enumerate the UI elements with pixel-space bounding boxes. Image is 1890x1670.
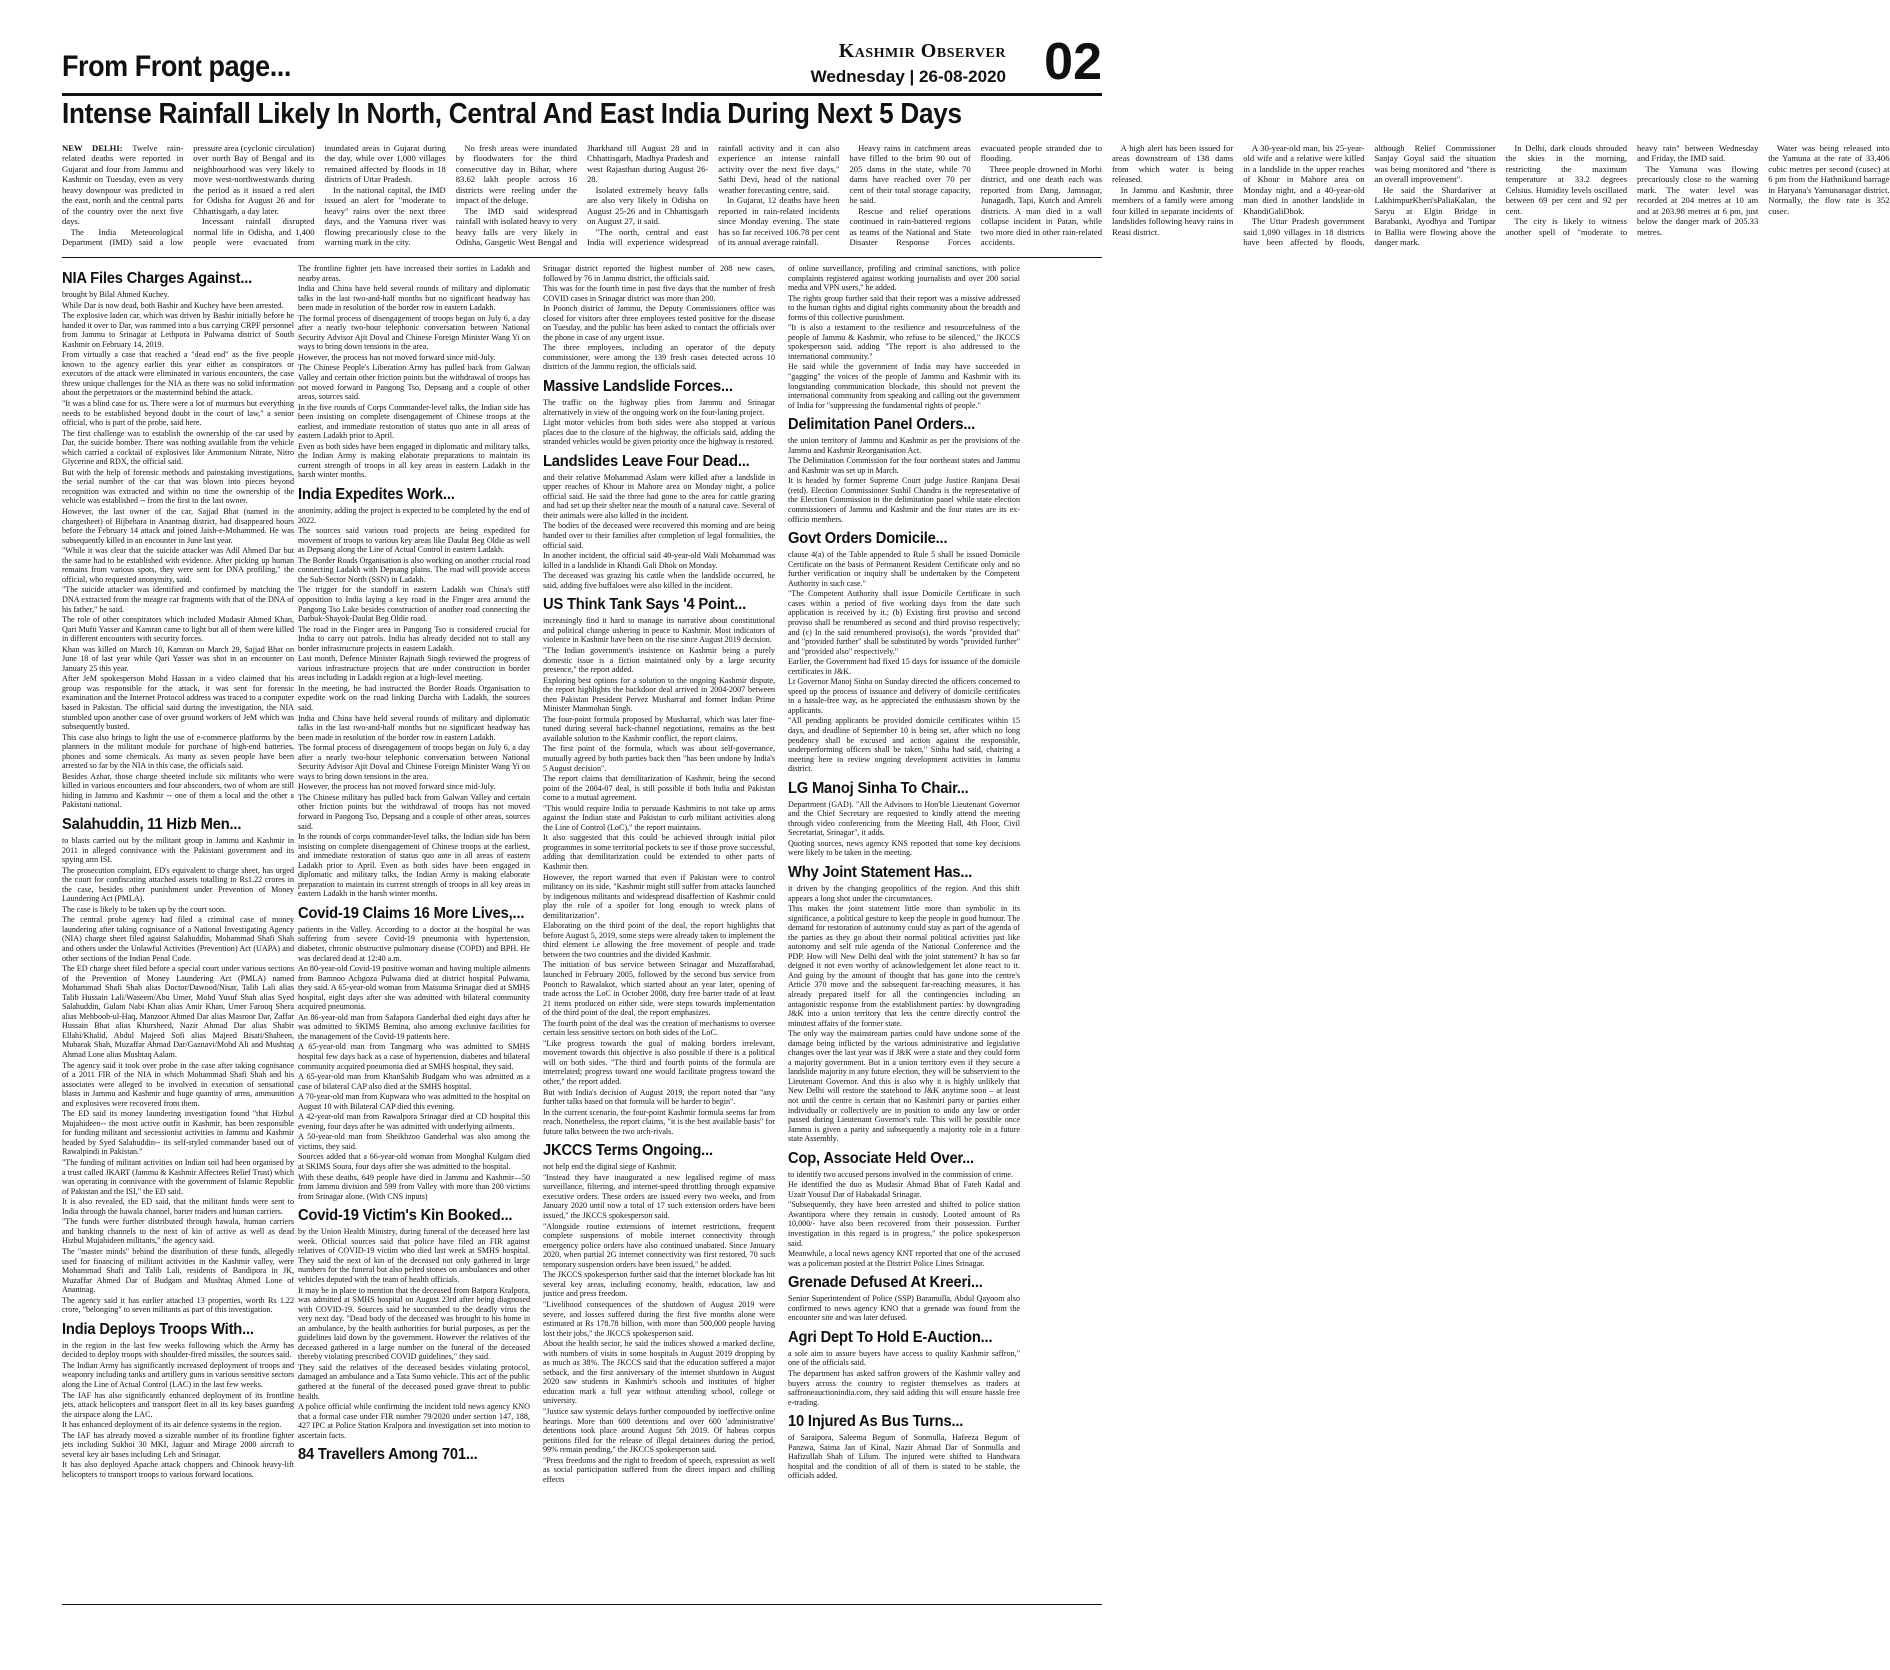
article xyxy=(788,1273,1020,1323)
lead-paragraph: A high alert has been issued for areas downstream of 138 dams from which water is being released. xyxy=(1112,143,1234,185)
article-paragraph: The Indian Army has significantly increased deployment of troops and weaponry including tanks and artillery guns in various sensitive sectors along the Line of Actual Control (LAC) in the last few weeks. xyxy=(62,1360,294,1389)
article-headline: JKCCS Terms Ongoing... xyxy=(543,1142,713,1160)
article-paragraph: clause 4(a) of the Table appended to Rule 5 shall be issued Domicile Certificate on the basis of Permanent Resident Certificate only and no further verification or inquiry shall be undertaken by the Competent Authority in such case." xyxy=(788,550,1020,588)
article-paragraph: increasingly find it hard to manage its narrative about constitutional and political change ushering in peace to Kashmir. Most indicators of violence in Kashmir have been on the rise since August 2019 decision. xyxy=(543,616,775,645)
article-paragraph: In another incident, the official said 40-year-old Wali Mohammad was killed in a landslide in Khandi Gali Dhok on Monday. xyxy=(543,551,775,570)
article-paragraph: However, the report warned that even if Pakistan were to control militancy on its side, "Kashmir might still suffer from attacks launched by indigenous militants and widespread disaffection of Kashmir could play the role of a spoiler for long enough to wreck plans of demilitarization". xyxy=(543,872,775,920)
article-paragraph: A 65-year-old man from KhanSahib Budgam who was admitted as a case of bilateral CAP also died at the SMHS hospital. xyxy=(298,1072,530,1091)
article-paragraph: The rights group further said that their report was a missive addressed to the human rights and digital rights community about the breadth and forms of this collective punishment. xyxy=(788,293,1020,322)
article-paragraph: The trigger for the standoff in eastern Ladakh was China's stiff opposition to India laying a key road in the Finger area around the Pangong Tso Lake besides construction of another road connecting the Darbuk-Shayok-Daulat Beg Oldie road. xyxy=(298,585,530,624)
article xyxy=(298,264,530,480)
article-paragraph: In the meeting, he had instructed the Border Roads Organisation to expedite work on the road linking Darcha with Ladakh, the sources said. xyxy=(298,683,530,712)
article-paragraph: The central probe agency had filed a criminal case of money laundering after taking cognisance of a National Investigating Agency (NIA) charge sheet filed against Salahuddin, Mohammad Shafi Shah and others under the Unlawful Activities (Prevention) Act (UAPA) and other sections of the Indian Penal Code. xyxy=(62,915,294,963)
article-paragraph: The bodies of the deceased were recovered this morning and are being handed over to their families after completion of legal formalities, the official said. xyxy=(543,521,775,550)
article-paragraph: "While it was clear that the suicide attacker was Adil Ahmed Dar but the same had to be established with evidence. After picking up human remains from various spots, they were sent for DNA profiling," the official, who requested anonymity, said. xyxy=(62,546,294,584)
article-headline: India Deploys Troops With... xyxy=(62,1320,254,1338)
lead-paragraph: Incessant rainfall disrupted normal life in Odisha, and 1,400 people were evacuated from inundated areas in Gujarat during the day, while over 1,000 villages remained affected by floods in 18 districts of Uttar Pradesh. xyxy=(193,143,446,248)
article-paragraph: Khan was killed on March 10, Kamran on March 29, Sajjad Bhat on June 18 of last year while Qari Yasser was shot in an encounter on January 25 this year. xyxy=(62,644,294,673)
article xyxy=(298,904,530,1201)
article-paragraph: This makes the joint statement little more than symbolic in its significance, a political gesture to keep the people in good humour. The demand for restoration of autonomy could stay as part of the agenda of the parties as they go about their normal political activities just like autonomy and self rule agenda of the National Conference and the PDP. How will New Delhi deal with the joint statement? It has so far deigned it not even worthy of acknowledgement let alone react to it. And going by the amount of thought that has gone into the centre's Article 370 move and the subsequent far-reaching measures, it has already prepared itself for all the contingencies including an antagonistic response from the establishment parties: by downgrading J&K into a union territory that lets the centre directly control the minutest affairs of the former state. xyxy=(788,904,1020,1028)
article-paragraph: The sources said various road projects are being expedited for movement of troops to various key areas like Daulat Beg Oldie as well as Depsang along the Line of Actual Control in eastern Ladakh. xyxy=(298,526,530,555)
article-paragraph: After JeM spokesperson Mohd Hassan in a video claimed that his group was responsible for the attack, it was sent for forensic examination and the Internet Protocol address was traced to a computer based in Pakistan. The official said during the investigation, the NIA stumbled upon another case of over ground workers of JeM which was subsequently busted. xyxy=(62,674,294,732)
article xyxy=(298,1445,530,1464)
lead-paragraph: In Delhi, dark clouds shrouded the skies in the morning, restricting the maximum temperature at 33.2 degrees Celsius. Humidity levels oscillated between 69 per cent and 92 per cent. xyxy=(1505,143,1627,216)
article-paragraph: The case is likely to be taken up by the court soon. xyxy=(62,904,227,914)
article-headline: Covid-19 Claims 16 More Lives,... xyxy=(298,904,525,922)
column-1 xyxy=(62,264,294,1594)
article-paragraph: Light motor vehicles from both sides were also stopped at various places due to the closure of the highway, the officials said, adding the stranded vehicles would be given priority once the highway is restored. xyxy=(543,418,775,447)
article-paragraph: The Border Roads Organisation is also working on another crucial road connecting Ladakh with Depsang plains. The road will provide access the Sub-Sector North (SSN) in Ladakh. xyxy=(298,555,530,584)
article-headline: Grenade Defused At Kreeri... xyxy=(788,1274,983,1292)
article-headline: Covid-19 Victim's Kin Booked... xyxy=(298,1207,513,1225)
article-paragraph: India and China have held several rounds of military and diplomatic talks in the last two-and-half months but no significant headway has been made in resolution of the border row in eastern Ladakh. xyxy=(298,713,530,742)
article-paragraph: It has also deployed Apache attack choppers and Chinook heavy-lift helicopters to transport troops to various forward locations. xyxy=(62,1460,294,1479)
article-paragraph: In Poonch district of Jammu, the Deputy Commissioners office was closed for visitors after three employees tested positive for the disease on Tuesday, and the public has been asked to contact the officials over the phone in case of any urgent issue. xyxy=(543,304,775,342)
article-paragraph: The first point of the formula, which was about self-governance, mutually agreed by both parties back then "has been undone by India's 5 August decision". xyxy=(543,744,775,773)
article-paragraph: The IAF has also significantly enhanced deployment of its frontline jets, attack helicopters and transport fleet in all its key bases guarding the airspace along the LAC. xyxy=(62,1390,294,1419)
article-paragraph: a sole aim to assure buyers have access to quality Kashmir saffron," one of the officials said. xyxy=(788,1348,1020,1368)
article-headline: Agri Dept To Hold E-Auction... xyxy=(788,1328,993,1346)
article-paragraph: However, the process has not moved forward since mid-July. xyxy=(298,352,496,362)
footer-rule xyxy=(62,1604,1102,1605)
lead-paragraph: Heavy rains in catchment areas have filled to the brim 90 out of 205 dams in the state, while 70 dams have reached over 70 per cent of their total storage capacity, he said. xyxy=(849,143,971,206)
article-paragraph: it driven by the changing geopolitics of the region. And this shift appears a long shot under the circumstances. xyxy=(788,883,1020,903)
article-paragraph: The Chinese People's Liberation Army has pulled back from Galwan Valley and certain other friction points but the withdrawal of troops has not moved forward in Pangong Tso, Depsang and a couple of other areas, sources said. xyxy=(298,363,530,402)
article-paragraph: They said the relatives of the deceased besides violating protocol, damaged an ambulance and a Tata Sumo vehicle. This act of the public gathered at the funeral of the deceased posed grave threat to public health. xyxy=(298,1362,530,1401)
column-3 xyxy=(543,264,775,1594)
article-paragraph: "It was a blind case for us. There were a lot of murmurs but everything needs to be established beyond doubt in the court of law," a senior official, who is part of the probe, said here. xyxy=(62,399,294,428)
article-paragraph: In the five rounds of Corps Commander-level talks, the Indian side has been insisting on complete disengagement of Chinese troops at the earliest, and immediate restoration of status quo ante in all areas of eastern Ladakh prior to April. xyxy=(298,402,530,441)
article-headline: India Expedites Work... xyxy=(298,486,455,504)
article xyxy=(788,1412,1020,1481)
lead-paragraph: In the national capital, the IMD issued an alert for "moderate to heavy" rains over the next three days, and the Yamuna river was flowing precariously close to the warning mark in the city. xyxy=(324,184,446,248)
article-paragraph: Srinagar district reported the highest number of 208 new cases, followed by 76 in Jammu district, the officials said. xyxy=(543,264,775,283)
article-paragraph: Even as both sides have been engaged in diplomatic and military talks, the Indian Army is making elaborate preparations to maintain its current strength of troops in all key areas in eastern Ladakh in the harsh winter months. xyxy=(298,441,530,480)
article-paragraph: The Delimitation Commission for the four northeast states and Jammu and Kashmir was set up in March. xyxy=(788,456,1020,475)
column-2 xyxy=(298,264,530,1594)
article xyxy=(543,1141,775,1484)
article-paragraph: A 42-year-old man from Rawalpora Srinagar died at CD hospital this evening, four days after he was admitted with underlying ailments. xyxy=(298,1112,530,1131)
lead-paragraph: In Jammu and Kashmir, three members of a family were among four killed in separate incidents of landslides following heavy rains in Reasi district. xyxy=(1112,184,1234,237)
article-paragraph: The agency said it took over probe in the case after taking cognisance of a 2011 FIR of the NIA in which Mohammad Shafi Shah and his associates were alleged to be involved in execution of sensational blasts in Jammu and Kashmir and huge quantity of arms, ammunition and explosives were recovered from them. xyxy=(62,1060,294,1108)
article xyxy=(788,1328,1020,1407)
article-paragraph: The only way the mainstream parties could have undone some of the damage being inflicted by the various administrative and legislative changes over the last year was if J&K were a state and they could form a majority government. But in a union territory even if they secure a landslide majority in any future election, they will be subservient to the Lieutenant Governor. And this is also why it is highly unlikely that New Delhi will restore the statehood to J&K anytime soon – at least not until the centre is certain that no Kashmiri party or parties either individually or collectively are in position to undo any law or order passed during Lieutenant Governor's rule. This will be possible once Jammu is given a parity and subsequently a majority role in a future state Assembly. xyxy=(788,1029,1020,1144)
article-paragraph: The agency said it has earlier attached 13 properties, worth Rs 1.22 crore, "belonging" to seven militants as part of this investigation. xyxy=(62,1295,294,1315)
article-paragraph: The formal process of disengagement of troops began on July 6, a day after a nearly two-hour telephonic conversation between National Security Advisor Ajit Doval and Chinese Foreign Minister Wang Yi on ways to bring down tensions in the area. xyxy=(298,313,530,352)
article-headline: Massive Landslide Forces... xyxy=(543,378,733,396)
article-paragraph: "The Indian government's insistence on Kashmir being a purely domestic issue is a fiction maintained only by a large security presence," the report added. xyxy=(543,645,775,675)
article-paragraph: However, the last owner of the car, Sajjad Bhat (named in the chargesheet) of Bijbehara in Anantnag district, had disappeared hours before the February 14 attack and joined Jaish-e-Mohammed. He was subsequently killed in an encounter in June last year. xyxy=(62,507,294,545)
article-paragraph: The ED said its money laundering investigation found "that Hizbul Mujahideen-- the most active outfit in Kashmir, has been responsible for funding militant and secessionist activities in Jammu and Kashmir headed by Syed Salahuddin-- its self-styled commander based out of Rawalpindi in Pakistan." xyxy=(62,1109,294,1157)
article-paragraph: The prosecution complaint, ED's equivalent to charge sheet, has urged the court for confiscating attached assets totalling to Rs1.22 crores in the case, besides other punishment under Prevention of Money Laundering Act (PMLA). xyxy=(62,865,294,904)
article-paragraph: and their relative Mohammad Aslam were killed after a landslide in upper reaches of Khour in Mahore area on Monday night, a police official said. He said the three had gone to the area for cattle grazing and had set up their shelter near the mouth of a natural cave. Several of their animals were also killed in the incident. xyxy=(543,472,775,520)
article-paragraph: Sources added that a 66-year-old woman from Monghal Kulgam died at SKIMS Soura, four days after she was admitted to the hospital. xyxy=(298,1152,530,1172)
article-paragraph: "Like progress towards the goal of making borders irrelevant, movement towards this objective is also possible if there is a political will on both sides. "The third and fourth points of the formula are interrelated; progress toward one would facilitate progress toward the other," the report added. xyxy=(543,1038,775,1087)
lead-story-rule xyxy=(62,257,1102,258)
lead-paragraph: A 30-year-old man, his 25-year-old wife and a relative were killed in a landslide in the upper reaches of Khour in Mahore area on Monday night, and a 40-year-old man died in another landslide in KhandiGaliDhok. xyxy=(1243,143,1365,216)
article-paragraph: by the Union Health Ministry, during funeral of the deceased here last week. Official sources said that police have filed an FIR against relatives of COVID-19 victim who died last week at SMHS hospital. They said the next of kin of the deceased not only gathered in large numbers for the funeral but also pelted stones on ambulances and other vehicles deputed with the team of health officials. xyxy=(298,1227,530,1284)
article-paragraph: A 50-year-old man from Sheikhzoo Ganderbal was also among the victims, they said. xyxy=(298,1132,530,1151)
article-paragraph: The fourth point of the deal was the creation of mechanisms to oversee certain less sensitive sectors on both sides of the LoC. xyxy=(543,1018,775,1038)
article-paragraph: This was for the fourth time in past five days that the number of fresh COVID cases in Srinagar district was more than 200. xyxy=(543,284,775,303)
lead-paragraph: Rescue and relief operations continued in rain-battered regions as teams of the National and State Disaster Response Forces evacuated people stranded due to flooding. xyxy=(849,143,1102,248)
article-paragraph: The formal process of disengagement of troops began on July 6, a day after a nearly two-hour telephonic conversation between National Security Advisor Ajit Doval and Chinese Foreign Minister Wang Yi on ways to bring down tensions in the area. xyxy=(298,743,530,781)
article-paragraph: An 80-year-old Covid-19 positive woman and having multiple ailments from Bamnoo Achgoza Pulwama died at district hospital Pulwama, they said. A 65-year-old woman from Maisuma Srinagar died at SMHS hospital, eight days after she was admitted with bilateral community acquired pneumonia. xyxy=(298,964,530,1012)
article-paragraph: In the current scenario, the four-point Kashmir formula seems far from reach. Nonetheless, the report claims, "it is the best available basis" for future talks between the two arch-rivals. xyxy=(543,1107,775,1136)
article-paragraph: The report claims that demilitarization of Kashmir, being the second point of the 2004-07 deal, is still possible if both India and Pakistan come to a mutual agreement. xyxy=(543,774,775,803)
article-headline: US Think Tank Says '4 Point... xyxy=(543,596,747,614)
article-paragraph: Lt Governor Manoj Sinha on Sunday directed the officers concerned to speed up the process of issuance and delivery of domicile certificates in a hassle-free way, as he appreciated the enthusiasm shown by the applicants. xyxy=(788,677,1020,715)
article-paragraph: The initiation of bus service between Srinagar and Muzaffarabad, launched in February 2005, followed by the second bus service from Poonch to Rawalakot, which started about an year later, opening of trade across the LoC in October 2008, duty free barter trade of at least 21 items produced on either side, were steps towards implementation of the third point of the deal, the report emphasizes. xyxy=(543,960,775,1018)
page-number: 02 xyxy=(1044,33,1102,91)
article-paragraph: to identify two accused persons involved in the commission of crime. xyxy=(788,1169,1014,1179)
article-paragraph: Senior Superintendent of Police (SSP) Baramulla, Abdul Qayoom also confirmed to news agency KNO that a grenade was found from the encounter site and was later defused. xyxy=(788,1294,1020,1323)
lead-paragraph: The city is likely to witness another spell of "moderate to heavy rain" between Wednesday and Friday, the IMD said. xyxy=(1505,143,1759,237)
article-paragraph: From virtually a case that reached a "dead end" as the five people known to the agency earlier this year either as conspirators or executors of the attack were eliminated in various encounters, the case threw unique challenges for the NIA as there was no solid information about the perpetrators or the mastermind behind the attack. xyxy=(62,350,294,398)
article-paragraph: The IAF has already moved a sizeable number of its frontline fighter jets including Sukhoi 30 MKI, Jaguar and Mirage 2000 aircraft to several key air bases including Leh and Srinagar. xyxy=(62,1430,294,1459)
lead-paragraph: Water was being released into the Yamuna at the rate of 33,406 cubic metres per second (cusec) at 6 pm from the Hathnikund barrage in Haryana's Yamunanagar district. Normally, the flow rate is 352 cusec. xyxy=(1768,143,1890,216)
article-paragraph: "Alongside routine extensions of internet restrictions, frequent complete suspensions of mobile internet connectivity through emergency police orders have also continued unabated. Since January 2020, when partial 2G internet connectivity was first restored, 70 such temporary suspension orders have been issued," he added. xyxy=(543,1221,775,1269)
article-paragraph: in the region in the last few weeks following which the Army has decided to deploy troops with shoulder-fired missiles, the sources said. xyxy=(62,1340,294,1360)
article-paragraph: But with the help of forensic methods and painstaking investigations, the serial number of the car that was blown into pieces beyond recognition was extracted and within no time the ownership of the vehicle was established -- from the first to the last owner. xyxy=(62,467,294,506)
article xyxy=(62,815,294,1315)
article xyxy=(543,595,775,1136)
article-paragraph: "Subsequently, they have been arrested and shifted to police station Awantipora where they remain in custody. Looted amount of Rs 10,000/- have also been recovered from their possession. Further investigation in this regard is in progress," the police spokesperson said. xyxy=(788,1200,1020,1248)
article-paragraph: "Press freedoms and the right to freedom of speech, expression as well as social participation suffered from the direct impact and chilling effects xyxy=(543,1455,775,1484)
article-paragraph: The JKCCS spokesperson further said that the internet blockade has hit several key areas, including economy, health, education, law and justice and press freedom. xyxy=(543,1270,775,1299)
article-paragraph: The explosive laden car, which was driven by Bashir initially before he handed it over to Dar, was rammed into a bus carrying CRPF personnel from Jammu to Srinagar at Lethpora in Pulwama district of South Kashmir on February 14, 2019. xyxy=(62,311,294,349)
article-paragraph: anonimity, adding the project is expected to be completed by the end of 2022. xyxy=(298,506,530,525)
article-paragraph: He identified the duo as Mudasir Ahmad Bhat of Fateh Kadal and Uzair Yousuf Dar of Habakadal Srinagar. xyxy=(788,1180,1020,1199)
article-paragraph: The ED charge sheet filed before a special court under various sections of the Prevention of Money Laundering Act (PMLA) named Mohammad Shafi Shah alias Doctor/Dawood/Nisar, Talib Lali alias Talib Hussain Lali/Waseem/Abu Umer, Mohd Yusuf Shah alias Syed Salahuddin, Gulam Nabi Khan alias Amir Khan, Umer Farooq Shera alias Mehboob-ul-Haq, Manzoor Ahmed Dar alias Masroor Dar, Zaffar Hussain Bhat alias Khursheed, Nazir Ahmad Dar alias Shabir Ellahi/Khalid, Abdul Majeed Sofi alias Majeed Bisati/Shaheen, Mubarak Shah, Muzaffar Ahmad Dar/Gaznavi/Mohd Ali and Mushtaq Ahmad Lone alias Mushtaq Aalam. xyxy=(62,964,294,1060)
article-paragraph: This case also brings to light the use of e-commerce platforms by the planners in the militant module for purchase of high-end batteries, phones and some chemicals. As many as seven people have been arrested so far by the NIA in this case, the officials said. xyxy=(62,732,294,771)
article-paragraph: The frontline fighter jets have increased their sorties in Ladakh and nearby areas. xyxy=(298,264,530,283)
lead-paragraph: The India Meteorological Department (IMD) said a low pressure area (cyclonic circulation) over north Bay of Bengal and its neighbourhood was very likely to move west-northwestwards during the period as it issued a red alert for Odisha for August 26 and for Chhattisgarh, a day later. xyxy=(62,143,315,248)
article-paragraph: "The Competent Authority shall issue Domicile Certificate in such cases within a period of five working days from the date such application is received by it.; (b) Existing first proviso and second proviso shall be renumbered as second and third proviso respectively; and (c) In the said renumbered proviso(s), the words "provided that" and "provided further" shall be substituted by words "provided further" and "provided also" respectively." xyxy=(788,589,1020,656)
article xyxy=(788,415,1020,524)
article xyxy=(788,1149,1020,1268)
article-paragraph: Elaborating on the third point of the deal, the report highlights that before August 5, 2019, some steps were already taken to implement the third element i.e allowing the free movement of people and trade between the two countries and the divided Kashmir. xyxy=(543,921,775,959)
article-paragraph: "The funds were further distributed through hawala, human carriers and banking channels to the next of kin of active as well as dead Hizbul Mujahideen militants," the agency said. xyxy=(62,1217,294,1246)
article-headline: NIA Files Charges Against... xyxy=(62,270,253,287)
article-paragraph: The Chinese military has pulled back from Galwan Valley and certain other friction points but the withdrawal of troops has not moved forward in Pangong Tso, Depsang and a couple of other areas, sources said. xyxy=(298,792,530,831)
article-paragraph: A 70-year-old man from Kupwara who was admitted to the hospital on August 10 with Bilateral CAP died this evening. xyxy=(298,1092,530,1111)
lead-paragraph: No fresh areas were inundated by floodwaters for the third consecutive day in Bihar, where 83.62 lakh people across 16 districts were reeling under the impact of the deluge. xyxy=(455,143,577,206)
article-paragraph: With these deaths, 649 people have died in Jammu and Kashmir—50 from Jammu division and 599 from Valley with more than 200 victims from Srinagar alone. (With CNS inputs) xyxy=(298,1172,530,1201)
article-paragraph: It is headed by former Supreme Court judge Justice Ranjana Desai (retd). Election Commissioner Sushil Chandra is the representative of the Election Commission in the delimitation panel while state election commissioners of Jammu and Kashmir and the four states are its ex-officio members. xyxy=(788,476,1020,524)
article-paragraph: Quoting sources, news agency KNS reported that some key decisions were likely to be taken in the meeting. xyxy=(788,838,1020,858)
lead-paragraph: The IMD said widespread rainfall with isolated heavy to very heavy falls are very likely in Odisha, Gangetic West Bengal and Jharkhand till August 28 and in Chhattisgarh, Madhya Pradesh and west Rajasthan during August 26-28. xyxy=(455,143,709,248)
article-paragraph: brought by Bilal Ahmed Kuchey. xyxy=(62,290,170,299)
lead-story-body xyxy=(62,143,1890,251)
page-header xyxy=(62,33,1102,91)
article-paragraph: Last month, Defence Minister Rajnath Singh reviewed the progress of various infrastructure projects that are under construction in border areas including in Ladakh region at a high-level meeting. xyxy=(298,654,530,683)
article-headline: Landslides Leave Four Dead... xyxy=(543,452,750,470)
article-paragraph: The traffic on the highway plies from Jammu and Srinagar alternatively in view of the ongoing work on the four-laning project. xyxy=(543,398,775,417)
lead-headline: Intense Rainfall Likely In North, Central And East India During Next 5 Days xyxy=(62,98,962,130)
article-paragraph: of Saraipora, Saleema Begum of Sonmulla, Hafeeza Begum of Panzwa, Saima Jan of Kinal, Nazir Ahmad Dar of Sonmulla and Hafizullah Shah of Lilum. The injured were shifted to Handwara hospital and the condition of all of them is stated to be stable, the officials added. xyxy=(788,1433,1020,1481)
article-paragraph: India and China have held several rounds of military and diplomatic talks in the last two-and-half months but no significant headway has been made in resolution of the border row in eastern Ladakh. xyxy=(298,284,530,313)
article-paragraph: However, the process has not moved forward since mid-July. xyxy=(298,782,496,792)
article-headline: Why Joint Statement Has... xyxy=(788,863,973,881)
section-title: From Front page... xyxy=(62,50,291,83)
article xyxy=(543,264,775,372)
article xyxy=(788,863,1020,1144)
column-4 xyxy=(788,264,1020,1594)
article-paragraph: About the health sector, he said the indices showed a marked decline, with numbers of visits in some hospitals in August 2019 dropping by as much as 38%. The JKCCS said that the education suffered a major setback, and the first anniversary of the internet shutdown in August 2020 saw students in Kashmir's schools and institutes of higher education mark a full year without attending school, college or university. xyxy=(543,1339,775,1406)
article xyxy=(62,269,294,810)
article-paragraph: The role of other conspirators which included Mudasir Ahmed Khan, Qari Mufti Yasser and Kamran came to light but all of them were killed in different encounters with security forces. xyxy=(62,615,294,644)
article-paragraph: Department (GAD). "All the Advisors to Hon'ble Lieutenant Governor and the Chief Secretary are requested to kindly attend the meeting through video conferencing from the Meeting Hall, 4th Floor, Civil Secretariat, Srinagar", it adds. xyxy=(788,799,1020,838)
article-headline: 10 Injured As Bus Turns... xyxy=(788,1413,964,1431)
article-paragraph: It has enhanced deployment of its air defence systems in the region. xyxy=(62,1420,282,1430)
article-paragraph: The department has asked saffron growers of the Kashmir valley and buyers across the country to register themselves as traders at saffroneauctionindia.com, they said adding this will ensure hassle free e-trading. xyxy=(788,1368,1020,1407)
article-paragraph: of online surveillance, profiling and criminal sanctions, with police complaints registered against working journalists and over 200 social media and VPN users," he added. xyxy=(788,264,1020,293)
article xyxy=(543,377,775,447)
article-paragraph: A 65-year-old man from Tangmarg who was admitted to SMHS hospital few days back as a case of hypertension, diabetes and bilateral community acquired pneumonia died at SMHS hospital, they said. xyxy=(298,1042,530,1071)
masthead xyxy=(811,40,1006,87)
article-paragraph: Besides Azhar, those charge sheeted include six militants who were killed in various encounters and four absconders, two of whom are still hiding in Jammu and Kashmir -- one of them a local and the other a Pakistani national. xyxy=(62,771,294,810)
article-headline: Delimitation Panel Orders... xyxy=(788,416,976,434)
article-headline: Cop, Associate Held Over... xyxy=(788,1149,974,1167)
article-paragraph: While Dar is now dead, both Bashir and Kuchey have been arrested. xyxy=(62,300,284,310)
article xyxy=(298,1206,530,1440)
article-paragraph: A police official while confirming the incident told news agency KNO that a formal case under FIR number 79/2020 under section 147, 188, 427 IPC at Police Station Kralpora and investigation set into motion to ascertain facts. xyxy=(298,1402,530,1440)
article-paragraph: The four-point formula proposed by Musharraf, which was later fine-tuned during several back-channel negotiations, remains as the best available solution to the Kashmir conflict, the report claims. xyxy=(543,714,775,743)
lead-paragraph: Three people drowned in Morbi district, and one death each was reported from Dang, Jamnagar, Junagadh, Tapi, Kutch and Amreli districts. A man died in a wall collapse incident in Patan, while two more died in other rain-related accidents. xyxy=(980,163,1102,248)
article xyxy=(788,264,1020,410)
article-headline: LG Manoj Sinha To Chair... xyxy=(788,779,969,797)
lead-paragraph: Isolated extremely heavy falls are also very likely in Odisha on August 25-26 and in Chhattisgarh on August 27, it said. xyxy=(587,184,709,227)
article-paragraph: patients in the Valley. According to a doctor at the hospital he was suffering from severe Covid-19 pneumonia with hypertension, diabetes, chronic obstructive pulmonary disease (COPD) and BPH. He was declared dead at 12:40 a.m. xyxy=(298,924,530,963)
article xyxy=(788,529,1020,774)
header-rule xyxy=(62,93,1102,96)
article-paragraph: It may be in place to mention that the deceased from Batpora Kralpora, was admitted at SMHS hospital on August 23rd after being diagnosed with COVID-19. Sources said he succumbed to the deadly virus the very next day. "Dead body of the deceased was brought to his home in an ambulance, by the health authorities for burial purposes, as per the guidelines laid down by the government. However the relatives of the deceased gathered in a large number on the funeral of the deceased thereby violating prescribed COVID guidelines," they said. xyxy=(298,1285,530,1362)
article-paragraph: the union territory of Jammu and Kashmir as per the provisions of the Jammu and Kashmir Reorganisation Act. xyxy=(788,436,1020,455)
article-paragraph: "It is also a testament to the resilience and resourcefulness of the people of Jammu & Kashmir, who refuse to be silenced," the JKCCS spokesperson said, adding "The report is also addressed to the international community." xyxy=(788,323,1020,361)
lead-paragraph: The Yamuna was flowing precariously close to the warning mark. The water level was recorded at 204 metres at 10 am and at 203.98 metres at 6 pm, just below the danger mark of 205.33 metres. xyxy=(1637,163,1759,237)
article-paragraph: "This would require India to persuade Kashmiris to not take up arms against the Indian state and Pakistan to curb militant activities along the Line of Control (LoC)," the report maintains. xyxy=(543,803,775,832)
article-paragraph: The deceased was grazing his cattle when the landslide occurred, he said, adding five buffaloes were also killed in the incident. xyxy=(543,571,775,590)
lead-paragraph: NEW DELHI: Twelve rain-related deaths were reported in Gujarat and four from Jammu and Kashmir on Tuesday, even as very heavy downpour was predicted in the east, north and the central parts of the country over the next five days. xyxy=(62,143,184,227)
article-paragraph: not help end the digital siege of Kashmir. xyxy=(543,1162,677,1172)
article-paragraph: The "master minds" behind the distribution of these funds, allegedly used for financing of militant activities in the Kashmir valley, were Mohammad Shafi and Talib Lali, residents of Bandipora in JK, Muzaffar Ahmed Dar of Budgam and Mushtaq Ahmed Lone of Anantnag. xyxy=(62,1246,294,1295)
article-headline: Salahuddin, 11 Hizb Men... xyxy=(62,815,242,833)
dateline: NEW DELHI: xyxy=(62,143,133,153)
article-paragraph: It also suggested that this could be achieved through initial pilot programmes in some territorial pockets to see if those prove successful, adding that demilitarization could be extended to other parts of Kashmir then. xyxy=(543,833,775,871)
article-paragraph: The three employees, including an operator of the deputy commissioner, were among the 139 fresh cases detected across 10 districts of the Jammu region, the officials said. xyxy=(543,343,775,372)
article-paragraph: The road in the Finger area in Pangong Tso is considered crucial for India to carry out patrols. India has already decided not to stall any border infrastructure projects in eastern Ladakh. xyxy=(298,624,530,653)
article-paragraph: "Livelihood consequences of the shutdown of August 2019 were severe, and losses suffered during the first five months alone were estimated at Rs 178.78 billion, with more than 500,000 people having lost their jobs," the JKCCS spokesperson said. xyxy=(543,1299,775,1338)
article xyxy=(543,452,775,591)
article-paragraph: "Justice saw systemic delays further compounded by ineffective online hearings. More than 600 detentions and over 600 'administrative' detentions took place around August 5th 2019. Of habeas corpus petitions filed for the release of illegal detainees during the period, 99% remain pending," the JKCCS spokesperson said. xyxy=(543,1406,775,1455)
lead-paragraph: He said the Shardariver at LakhimpurKheri'sPaliaKalan, the Saryu at Elgin Bridge in Barabanki, Ayodhya and Turtipar in Ballia were flowing above the danger mark. xyxy=(1374,184,1496,248)
article-paragraph: Exploring best options for a solution to the ongoing Kashmir dispute, the report highlights the backdoor deal arrived in 2004-2007 between then Pakistan President Pervez Musharraf and former Indian Prime Minister Manmohan Singh. xyxy=(543,675,775,714)
article-paragraph: In the rounds of corps commander-level talks, the Indian side has been insisting on complete disengagement of Chinese troops at the earliest, and immediate restoration of status quo ante in all areas of eastern Ladakh prior to April. Even as both sides have been engaged in diplomatic and military talks, the Indian Army is making elaborate preparation to maintain its current strength of troops in all key areas in eastern Ladakh in the harsh winter months. xyxy=(298,832,530,899)
newspaper-name: Kashmir Observer xyxy=(838,40,1006,62)
article xyxy=(298,485,530,899)
article-paragraph: The first challenge was to establish the ownership of the car used by Dar, the suicide bomber. There was nothing available from the vehicle which carried a cocktail of explosives like Ammonium Nitrate, Nitro Glycerine and RDX, the official said. xyxy=(62,428,294,467)
lead-paragraph: In Gujarat, 12 deaths have been reported in rain-related incidents since Monday evening. The state has so far received 106.78 per cent of its annual average rainfall. xyxy=(718,195,840,248)
article-paragraph: "The suicide attacker was identified and confirmed by matching the DNA extracted from the meagre car fragments with that of the DNA of his father," he said. xyxy=(62,585,294,614)
article-paragraph: It is also revealed, the ED said, that the militant funds were sent to India through the hawala channel, barter traders and human carriers. xyxy=(62,1197,294,1216)
article-paragraph: Meanwhile, a local news agency KNT reported that one of the accused was a policeman posted at the District Police Lines Srinagar. xyxy=(788,1249,1020,1268)
article-paragraph: "Instead they have inaugurated a new legalised regime of mass surveillance, filtering, and internet-speed throttling through expansive executive orders. These orders are issued every two weeks, and from January 2020 until now a total of 17 such extension orders have been issued," the JKCCS spokesperson said. xyxy=(543,1172,775,1221)
article xyxy=(62,1320,294,1480)
article-paragraph: An 86-year-old man from Safapora Ganderbal died eight days after he was admitted to SKIMS Bemina, also among exclusive facilities for the management of the Covid-19 patients here. xyxy=(298,1012,530,1041)
article-paragraph: to blasts carried out by the militant group in Jammu and Kashmir in 2011 in alleged connivance with the Pakistani government and its spying arm ISI. xyxy=(62,835,294,865)
lead-paragraph: The Uttar Pradesh government said 1,090 villages in 18 districts have been affected by floods, although Relief Commissioner Sanjay Goyal said the situation was being monitored and "there is an overall improvement". xyxy=(1243,143,1496,248)
article-paragraph: Earlier, the Government had fixed 15 days for issuance of the domicile certificates in J&K. xyxy=(788,657,1020,676)
article-paragraph: But with India's decision of August 2019, the report noted that "any further talks based on that formula will be harder to begin". xyxy=(543,1087,775,1107)
article xyxy=(788,779,1020,858)
article-paragraph: "All pending applicants be provided domicile certificates within 15 days, and deadline of September 10 is being set, after which no long pendency shall be excused and action against the responsible, underperforming officers shall be taken," Sinha had said, chairing a meeting here to review ongoing development activities in Jammu district. xyxy=(788,716,1020,774)
lead-paragraph: "The north, central and east India will experience widespread rainfall activity and it can also experience an intense rainfall activity over the next five days," Sathi Devi, head of the national weather forecasting centre, said. xyxy=(587,143,840,248)
article-paragraph: "The funding of militant activities on Indian soil had been organised by a trust called JKART (Jammu & Kashmir Affectees Relief Trust) which was operating in connivance with the government of Islamic Republic of Pakistan and the ISI," the ED said. xyxy=(62,1158,294,1196)
article-headline: 84 Travellers Among 701... xyxy=(298,1446,478,1464)
article-paragraph: He said while the government of India may have succeeded in "gagging" the voices of the people of Jammu and Kashmir with its longstanding communication blockade, this should not prevent the international community from speaking and calling out the government of India for "suppressing the fundamental rights of people." xyxy=(788,362,1020,410)
article-headline: Govt Orders Domicile... xyxy=(788,530,948,548)
issue-date: Wednesday | 26-08-2020 xyxy=(810,67,1006,86)
